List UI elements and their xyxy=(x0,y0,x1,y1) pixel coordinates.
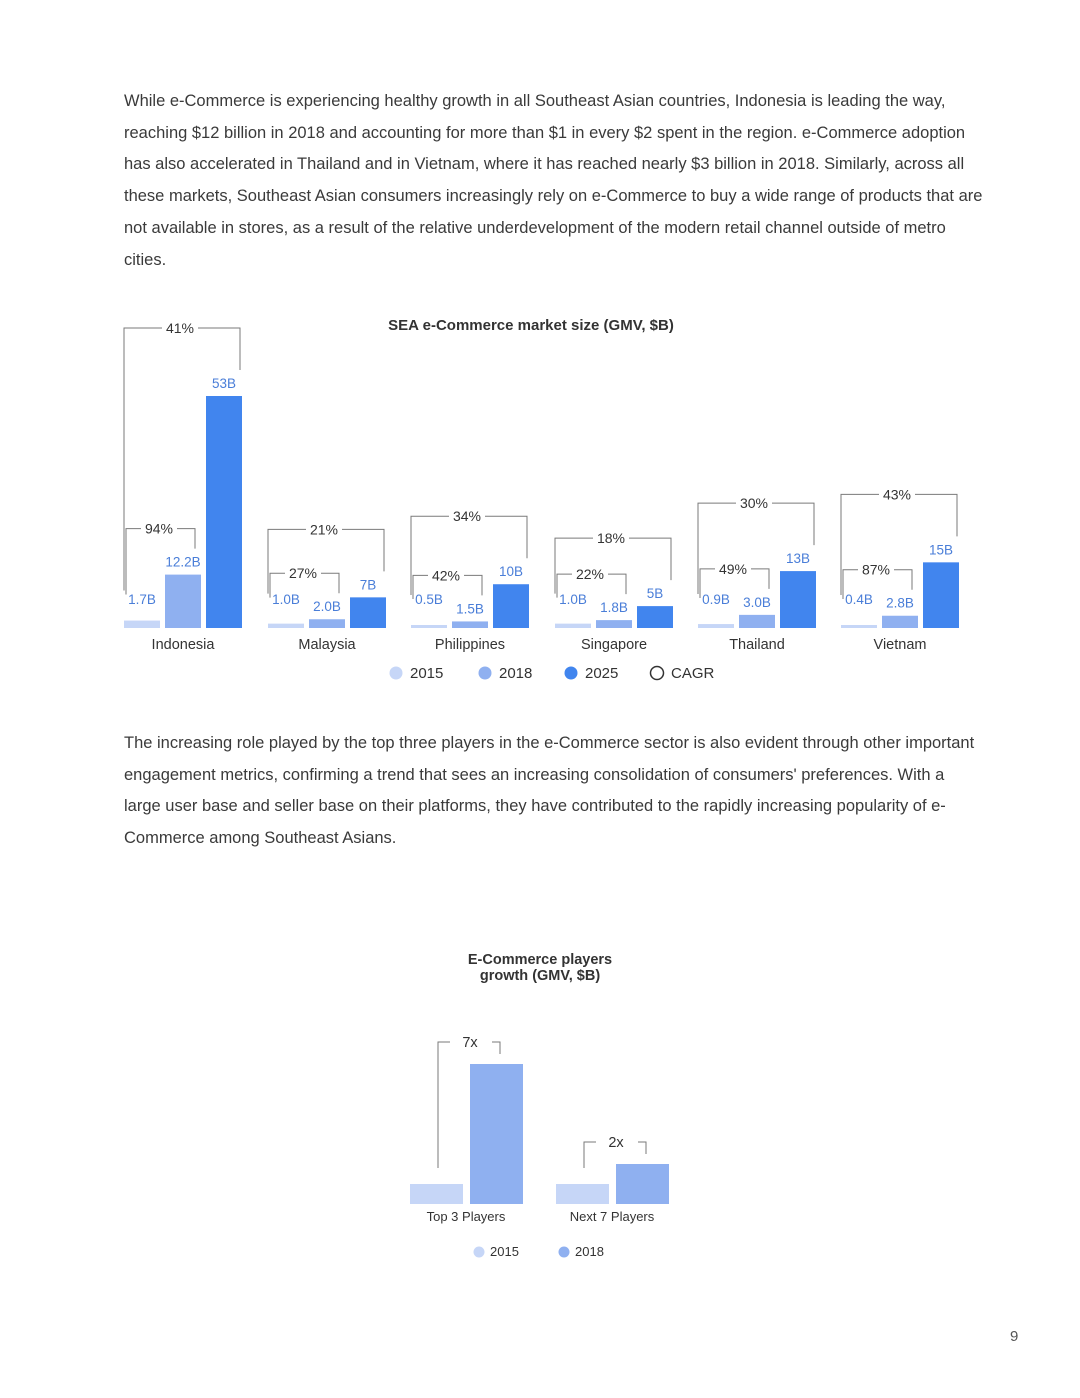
data-label-malaysia-2018: 2.0B xyxy=(313,599,341,615)
legend-dot-2018 xyxy=(479,667,492,680)
bar-singapore-2025 xyxy=(637,606,673,628)
intro-paragraph: While e-Commerce is experiencing healthy growth in all Southeast Asian countries, Indonesia is leading the way, reaching $12 billion in 2018 and accounting for more than $1 in every $2 spent in the region. e-Commerce adoption has also accelerated in Thailand and in Vietnam, where it has reached nearly $3 billion in 2018. Similarly, across all these markets, Southeast Asian consumers increasingly rely on e-Commerce to buy a wide range of products that are not available in stores, as a result of the relative underdevelopment of the modern retail channel outside of metro cities. xyxy=(124,92,983,269)
bar-vietnam-2018 xyxy=(882,616,918,628)
legend-label-2025: 2025 xyxy=(585,665,619,682)
legend2-label-2015: 2015 xyxy=(490,1244,519,1259)
bar2-top-3-players-2018 xyxy=(470,1064,523,1204)
data-label-indonesia-2015: 1.7B xyxy=(128,592,156,607)
data-label-vietnam-2018: 2.8B xyxy=(886,595,914,611)
bar2-next-7-players-2015 xyxy=(556,1184,609,1204)
legend-dot-2025 xyxy=(565,667,578,680)
category-label-philippines: Philippines xyxy=(434,637,506,653)
growth-bracket-1-label: 2x xyxy=(608,1135,624,1151)
bar-malaysia-2015 xyxy=(268,624,304,628)
cagr-outer-philippines-label: 34% xyxy=(452,508,482,525)
data-label-singapore-2025: 5B xyxy=(646,586,664,602)
data-label-thailand-2015: 0.9B xyxy=(702,592,730,607)
legend2-label-2018: 2018 xyxy=(575,1244,604,1259)
category-label-indonesia: Indonesia xyxy=(151,637,215,653)
cagr-outer-thailand-label: 30% xyxy=(739,495,769,512)
cagr-outer-indonesia-label: 41% xyxy=(165,320,195,336)
cagr-inner-thailand-label: 49% xyxy=(718,560,748,577)
bar-philippines-2025 xyxy=(493,584,529,628)
category-label-vietnam: Vietnam xyxy=(873,637,927,653)
bar-indonesia-2025 xyxy=(206,396,242,628)
cagr-outer-vietnam-label: 43% xyxy=(882,486,912,503)
bar2-next-7-players-2018 xyxy=(616,1164,669,1204)
players-growth-chart xyxy=(0,940,1080,1280)
category2-label-1: Next 7 Players xyxy=(569,1209,655,1224)
cagr-inner-indonesia-label: 94% xyxy=(144,520,174,537)
legend-dot-2015 xyxy=(390,667,403,680)
data-label-malaysia-2015: 1.0B xyxy=(272,592,300,607)
legend-label-2015: 2015 xyxy=(410,665,444,682)
bar-philippines-2018 xyxy=(452,621,488,628)
bar-thailand-2018 xyxy=(739,615,775,628)
category-label-malaysia: Malaysia xyxy=(298,637,356,653)
bar-philippines-2015 xyxy=(411,625,447,628)
data-label-philippines-2018: 1.5B xyxy=(456,601,484,617)
legend-label-2018: 2018 xyxy=(499,665,533,682)
data-label-thailand-2025: 13B xyxy=(785,551,811,567)
bar-malaysia-2025 xyxy=(350,597,386,628)
legend-marker-cagr xyxy=(651,667,664,680)
bar-vietnam-2025 xyxy=(923,562,959,628)
bar-singapore-2018 xyxy=(596,620,632,628)
cagr-outer-singapore-label: 18% xyxy=(596,530,626,547)
data-label-singapore-2015: 1.0B xyxy=(559,592,587,607)
legend2-dot-2018 xyxy=(559,1247,570,1258)
category2-label-0: Top 3 Players xyxy=(426,1209,506,1224)
legend2-dot-2015 xyxy=(474,1247,485,1258)
market-size-chart xyxy=(0,300,1080,700)
bar-thailand-2025 xyxy=(780,571,816,628)
bar-thailand-2015 xyxy=(698,624,734,628)
data-label-singapore-2018: 1.8B xyxy=(600,600,628,616)
legend-label-cagr: CAGR xyxy=(671,665,715,682)
bar-vietnam-2015 xyxy=(841,625,877,628)
chart2-title-line2: growth (GMV, $B) xyxy=(479,968,601,984)
chart2-title-line1: E-Commerce players xyxy=(467,952,613,968)
chart-title: SEA e-Commerce market size (GMV, $B) xyxy=(388,317,674,334)
data-label-indonesia-2025: 53B xyxy=(211,376,237,391)
data-label-indonesia-2018: 12.2B xyxy=(165,554,201,570)
cagr-inner-malaysia-label: 27% xyxy=(288,565,318,582)
bar-indonesia-2018 xyxy=(165,575,201,628)
data-label-malaysia-2025: 7B xyxy=(359,577,377,593)
cagr-outer-philippines-line xyxy=(411,516,527,595)
cagr-inner-singapore-label: 22% xyxy=(575,566,605,583)
cagr-inner-philippines-label: 42% xyxy=(431,567,461,584)
page-number: 9 xyxy=(1010,1328,1019,1345)
data-label-vietnam-2015: 0.4B xyxy=(845,592,873,607)
bar-malaysia-2018 xyxy=(309,619,345,628)
category-label-thailand: Thailand xyxy=(729,637,785,653)
data-label-philippines-2015: 0.5B xyxy=(415,592,443,607)
data-label-philippines-2025: 10B xyxy=(498,564,524,580)
growth-bracket-0-label: 7x xyxy=(462,1035,478,1051)
cagr-outer-malaysia-label: 21% xyxy=(309,521,339,538)
bar2-top-3-players-2015 xyxy=(410,1184,463,1204)
bar-indonesia-2015 xyxy=(124,621,160,628)
data-label-vietnam-2025: 15B xyxy=(928,542,954,558)
category-label-singapore: Singapore xyxy=(580,637,648,653)
bar-singapore-2015 xyxy=(555,624,591,628)
players-paragraph: The increasing role played by the top three players in the e-Commerce sector is also evident through other important engagement metrics, confirming a trend that sees an increasing consolidation of consumers' preferences. With a large user base and seller base on their platforms, they have contributed to the rapidly increasing popularity of e-Commerce among Southeast Asians. xyxy=(124,734,975,848)
cagr-inner-vietnam-label: 87% xyxy=(861,561,891,578)
data-label-thailand-2018: 3.0B xyxy=(743,594,771,610)
